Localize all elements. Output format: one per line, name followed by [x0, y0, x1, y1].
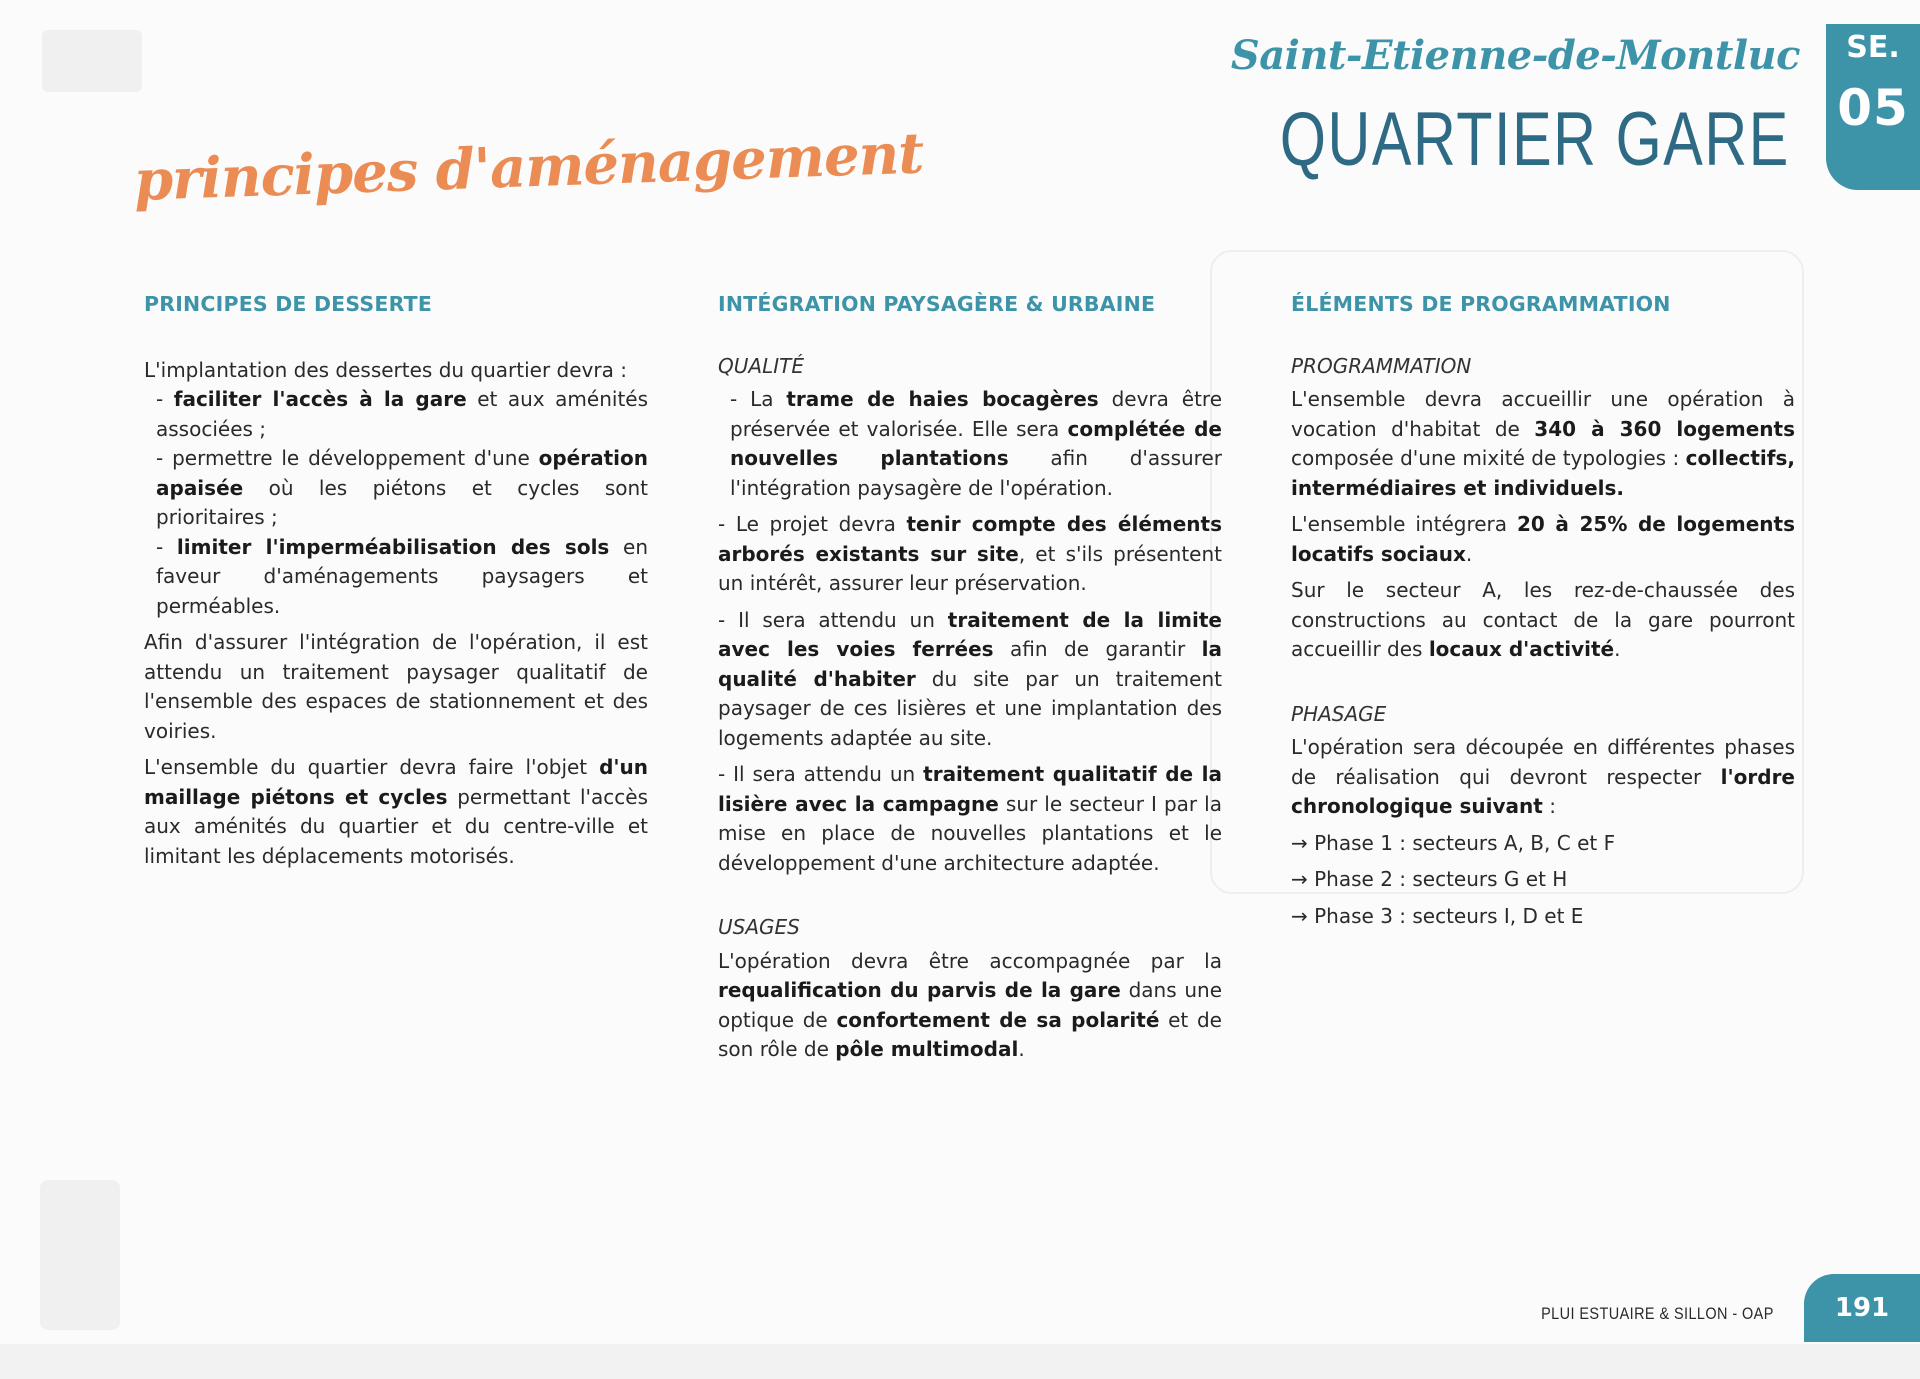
phase-item: → Phase 1 : secteurs A, B, C et F	[1291, 830, 1616, 855]
bleed-through-mark	[40, 1180, 120, 1330]
paragraph: L'opération devra être accompagnée par la requalification du parvis de la gare dans une optique de confortement de sa polarité et de son rôle de pôle multimodal.	[718, 948, 1223, 1061]
phase-item: → Phase 2 : secteurs G et H	[1291, 867, 1568, 891]
paragraph: - La trame de haies bocagères devra être préservée et valorisée. Elle sera complétée de nouvelles plantations afin d'assurer l'intégration paysagère de l'opération.	[730, 387, 1222, 500]
column-heading: PRINCIPES DE DESSERTE	[144, 292, 433, 316]
subheading-qualite: QUALITÉ	[718, 353, 804, 378]
scan-edge	[0, 1344, 1920, 1379]
paragraph: Afin d'assurer l'intégration de l'opération, il est attendu un traitement paysager qualitatif de l'ensemble des espaces de stationnement et des voiries.	[144, 630, 648, 743]
column-desserte	[144, 290, 648, 878]
paragraph: - Il sera attendu un traitement qualitatif de la lisière avec la campagne sur le secteur I par la mise en place de nouvelles plantations et le développement d'une architecture adaptée.	[718, 762, 1222, 875]
sector-title: QUARTIER GARE	[1280, 97, 1790, 182]
commune-name: Saint-Etienne-de-Montluc	[1230, 32, 1800, 79]
document-name: PLUI ESTUAIRE & SILLON - OAP	[1541, 1304, 1774, 1323]
bleed-through-stamp	[42, 30, 142, 92]
column-heading: ÉLÉMENTS DE PROGRAMMATION	[1291, 292, 1671, 316]
paragraph: - Il sera attendu un traitement de la limite avec les voies ferrées afin de garantir la qualité d'habiter du site par un traitement paysager de ces lisières et une implantation des logements adaptée au site.	[718, 607, 1222, 750]
list-item: - permettre le développement d'une opération apaisée où les piétons et cycles sont prioritaires ;	[156, 446, 648, 529]
column-integration	[718, 290, 1222, 1072]
paragraph: L'ensemble du quartier devra faire l'objet d'un maillage piétons et cycles permettant l'accès aux aménités du quartier et du centre-ville et limitant les déplacements motorisés.	[144, 755, 649, 868]
list-item: - faciliter l'accès à la gare et aux aménités associées ;	[156, 387, 649, 441]
paragraph: L'ensemble intégrera 20 à 25% de logements locatifs sociaux.	[1291, 512, 1796, 566]
sector-tab	[1826, 24, 1920, 190]
paragraph: L'ensemble devra accueillir une opération à vocation d'habitat de 340 à 360 logements composée d'une mixité de typologies : collectifs, intermédiaires et individuels.	[1291, 387, 1795, 500]
page-number: 191	[1804, 1274, 1920, 1342]
subheading-usages: USAGES	[718, 915, 800, 939]
paragraph: - Le projet devra tenir compte des éléments arborés existants sur site, et s'ils présentent un intérêt, assurer leur préservation.	[718, 512, 1223, 595]
list-item: - limiter l'imperméabilisation des sols en faveur d'aménagements paysagers et perméables.	[156, 534, 649, 618]
subheading-phasage: PHASAGE	[1291, 701, 1387, 726]
column-heading: INTÉGRATION PAYSAGÈRE & URBAINE	[718, 292, 1156, 316]
sector-tab-prefix: SE.	[1846, 30, 1900, 65]
paragraph: L'opération sera découpée en différentes phases de réalisation qui devront respecter l'ordre chronologique suivant :	[1291, 735, 1795, 818]
section-title: principes d'aménagement	[132, 120, 925, 214]
paragraph: L'implantation des dessertes du quartier devra :	[144, 357, 627, 382]
phase-item: → Phase 3 : secteurs I, D et E	[1291, 903, 1584, 928]
column-programmation	[1291, 290, 1795, 938]
subheading-programmation: PROGRAMMATION	[1291, 353, 1472, 378]
paragraph: Sur le secteur A, les rez-de-chaussée des constructions au contact de la gare pourront accueillir des locaux d'activité.	[1291, 578, 1795, 661]
sector-tab-number: 05	[1837, 79, 1909, 137]
